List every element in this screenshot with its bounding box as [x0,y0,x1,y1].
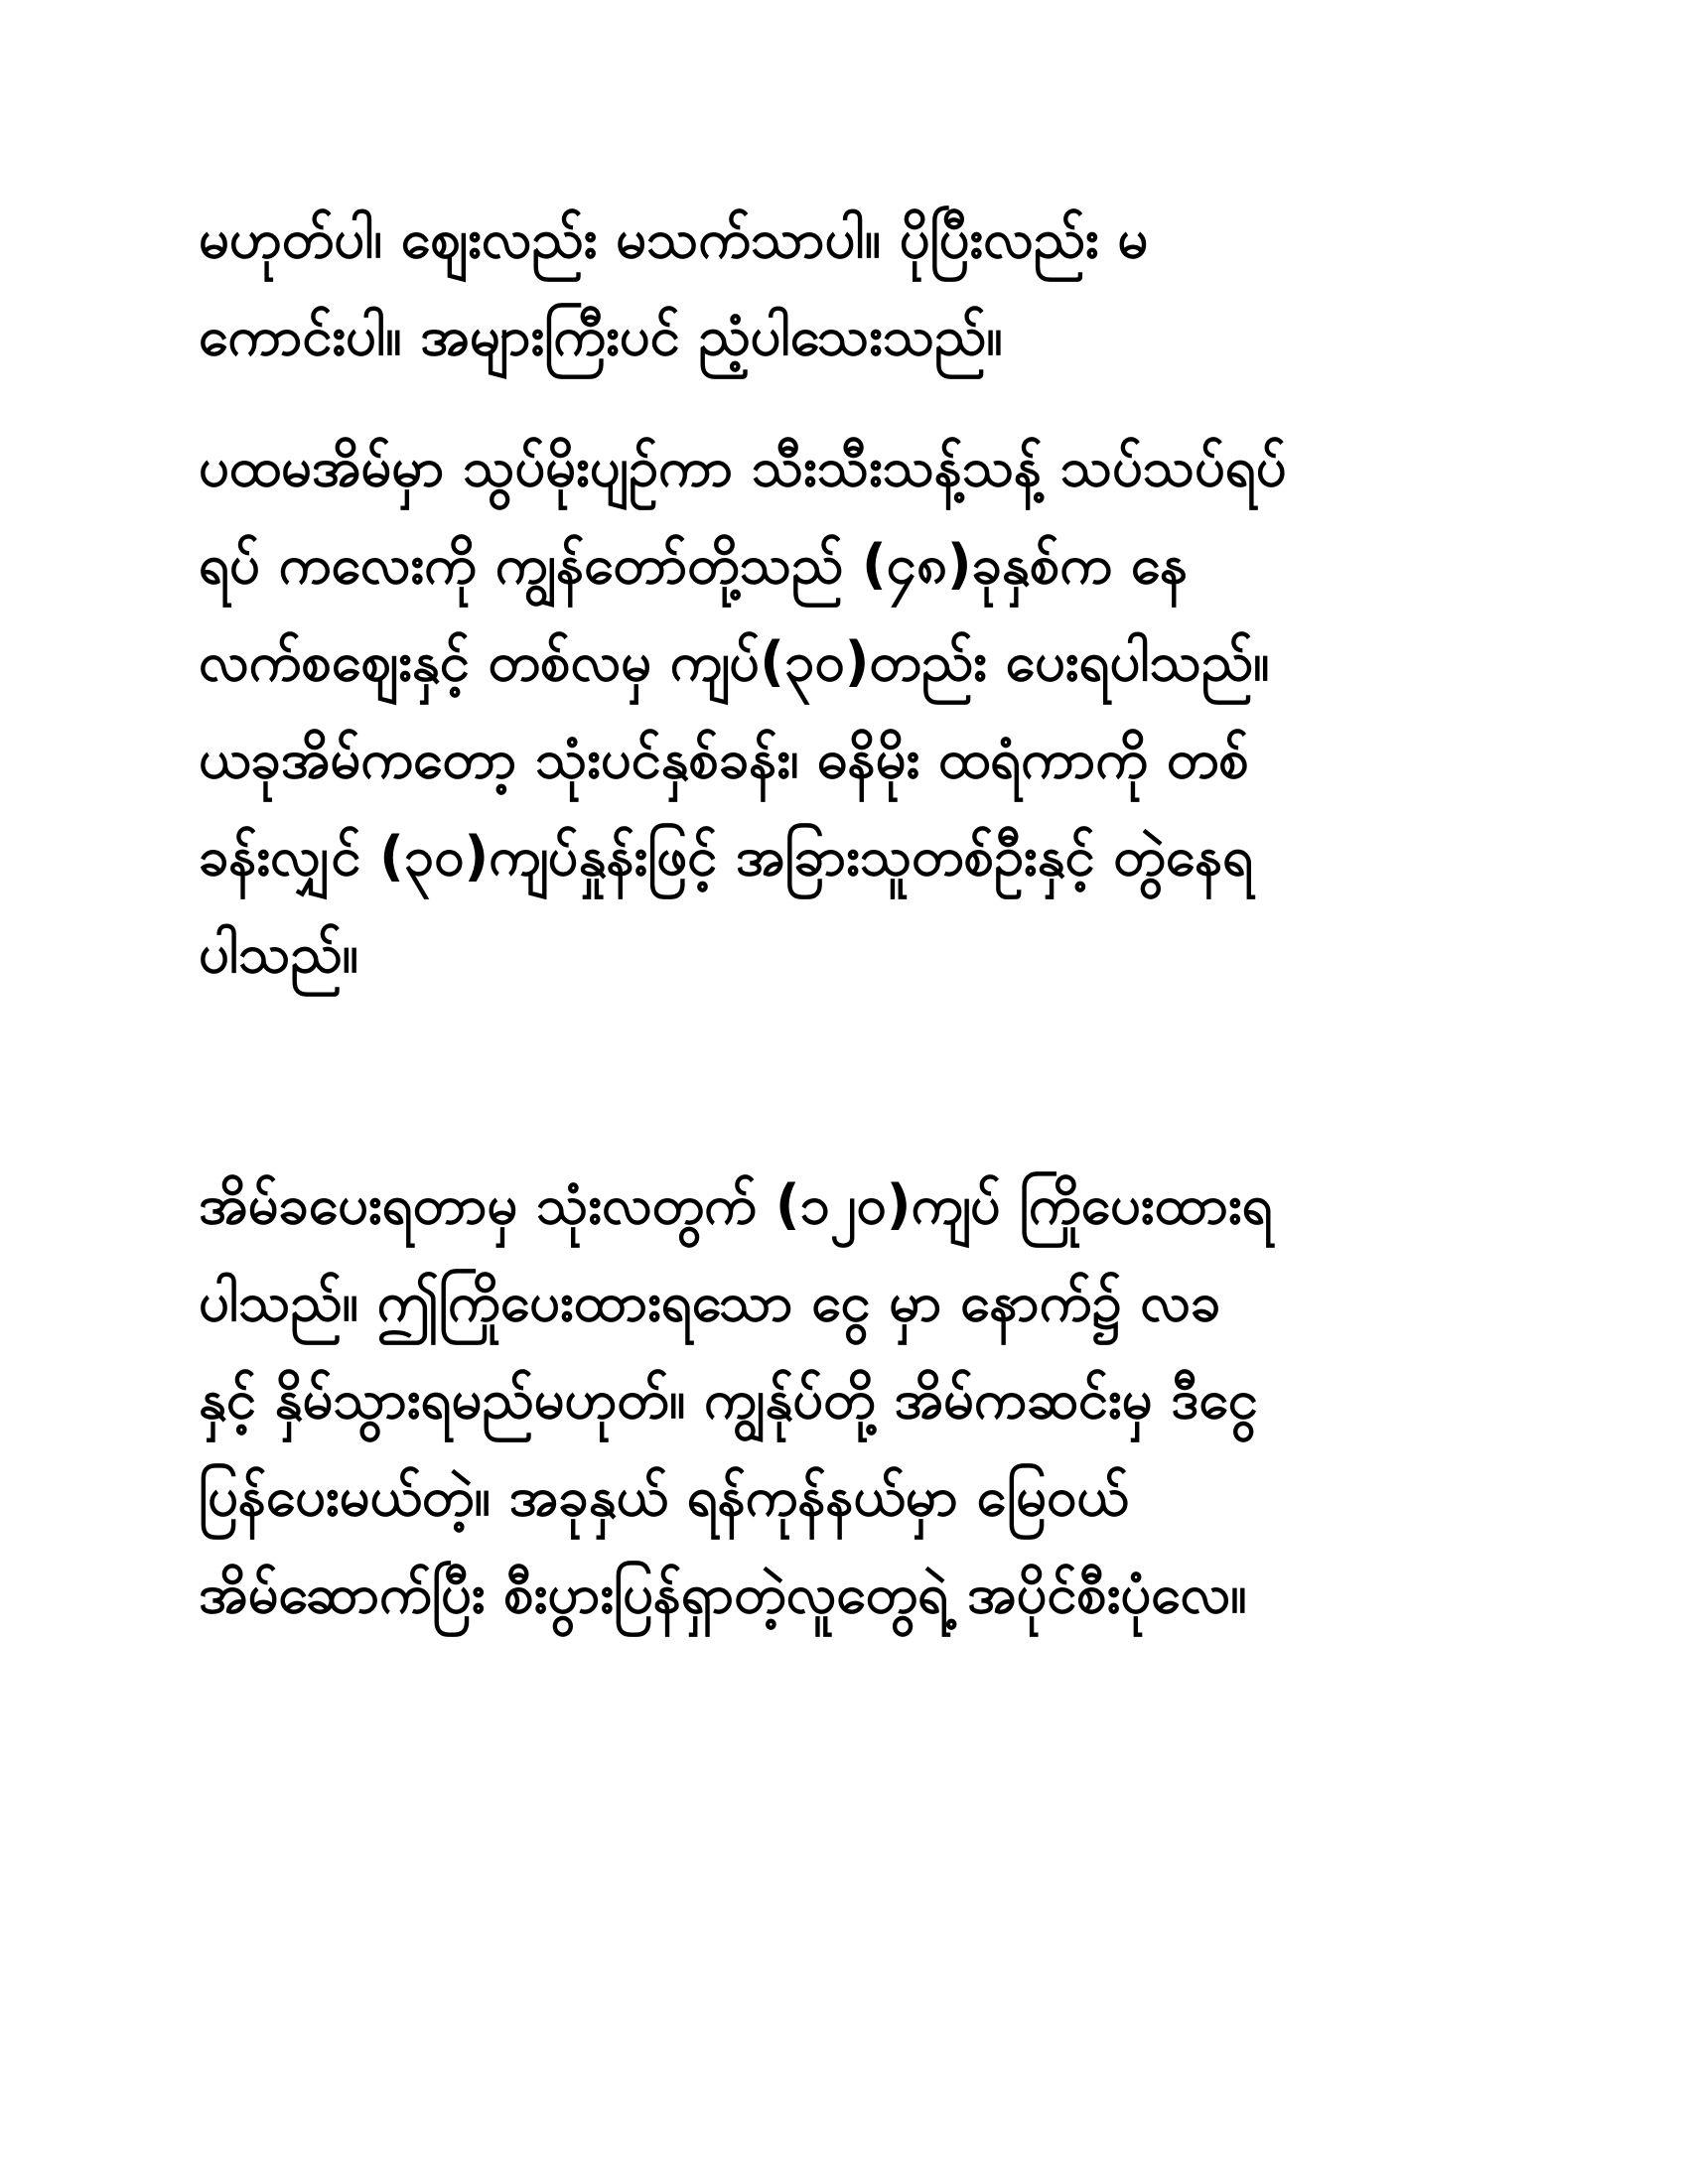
text-line: ပထမအိမ်မှာ သွပ်မိုးပျဉ်ကာ သီးသီးသန့်သန့် သပ်သပ်ရပ် [199,436,1287,498]
text-line: မဟုတ်ပါ၊ ဈေးလည်း မသက်သာပါ။ ပိုပြီးလည်း မ [199,207,1149,270]
text-line: ပါသည်။ [199,922,358,985]
text-line: အိမ်ခပေးရတာမှ သုံးလတွက် (၁၂၀)ကျပ် ကြိုပေးထားရ [199,1173,1273,1236]
text-line: ပြန်ပေးမယ်တဲ့။ အခုနှယ် ရန်ကုန်နယ်မှာ မြေဝယ် [199,1465,1129,1528]
text-line: လက်စဈေးနှင့် တစ်လမှ ကျပ်(၃၀)တည်း ပေးရပါသည်။ [199,630,1270,693]
paragraph-1 [199,191,1479,385]
text-line: ပါသည်။ ဤကြိုပေးထားရသော ငွေ မှာ နောက်၌ လခ [199,1271,1221,1333]
text-line: နှင့် နှိမ်သွားရမည်မဟုတ်။ ကျွန်ုပ်တို့ အိမ်ကဆင်းမှ ဒီငွေ [199,1368,1258,1431]
text-line: ကောင်းပါ။ အများကြီးပင် ညံ့ပါသေးသည်။ [199,305,1003,367]
text-line: ခန်းလျှင် (၃၀)ကျပ်နှုန်းဖြင့် အခြားသူတစ်ဦးနှင့် တွဲနေရ [199,825,1254,887]
paragraph-2 [199,419,1479,1003]
text-line: ယခုအိမ်ကတော့ သုံးပင်နှစ်ခန်း၊ ဓနိမိုး ထရံကာကို တစ် [199,728,1249,790]
paragraph-3 [199,1157,1479,1643]
text-line: ရပ် ကလေးကို ကျွန်တော်တို့သည် (၄၈)ခုနှစ်က နေ [199,533,1189,596]
text-line: အိမ်ဆောက်ပြီး စီးပွားပြန်ရှာတဲ့လူတွေရဲ့ အပိုင်စီးပုံလေ။ [199,1563,1247,1625]
